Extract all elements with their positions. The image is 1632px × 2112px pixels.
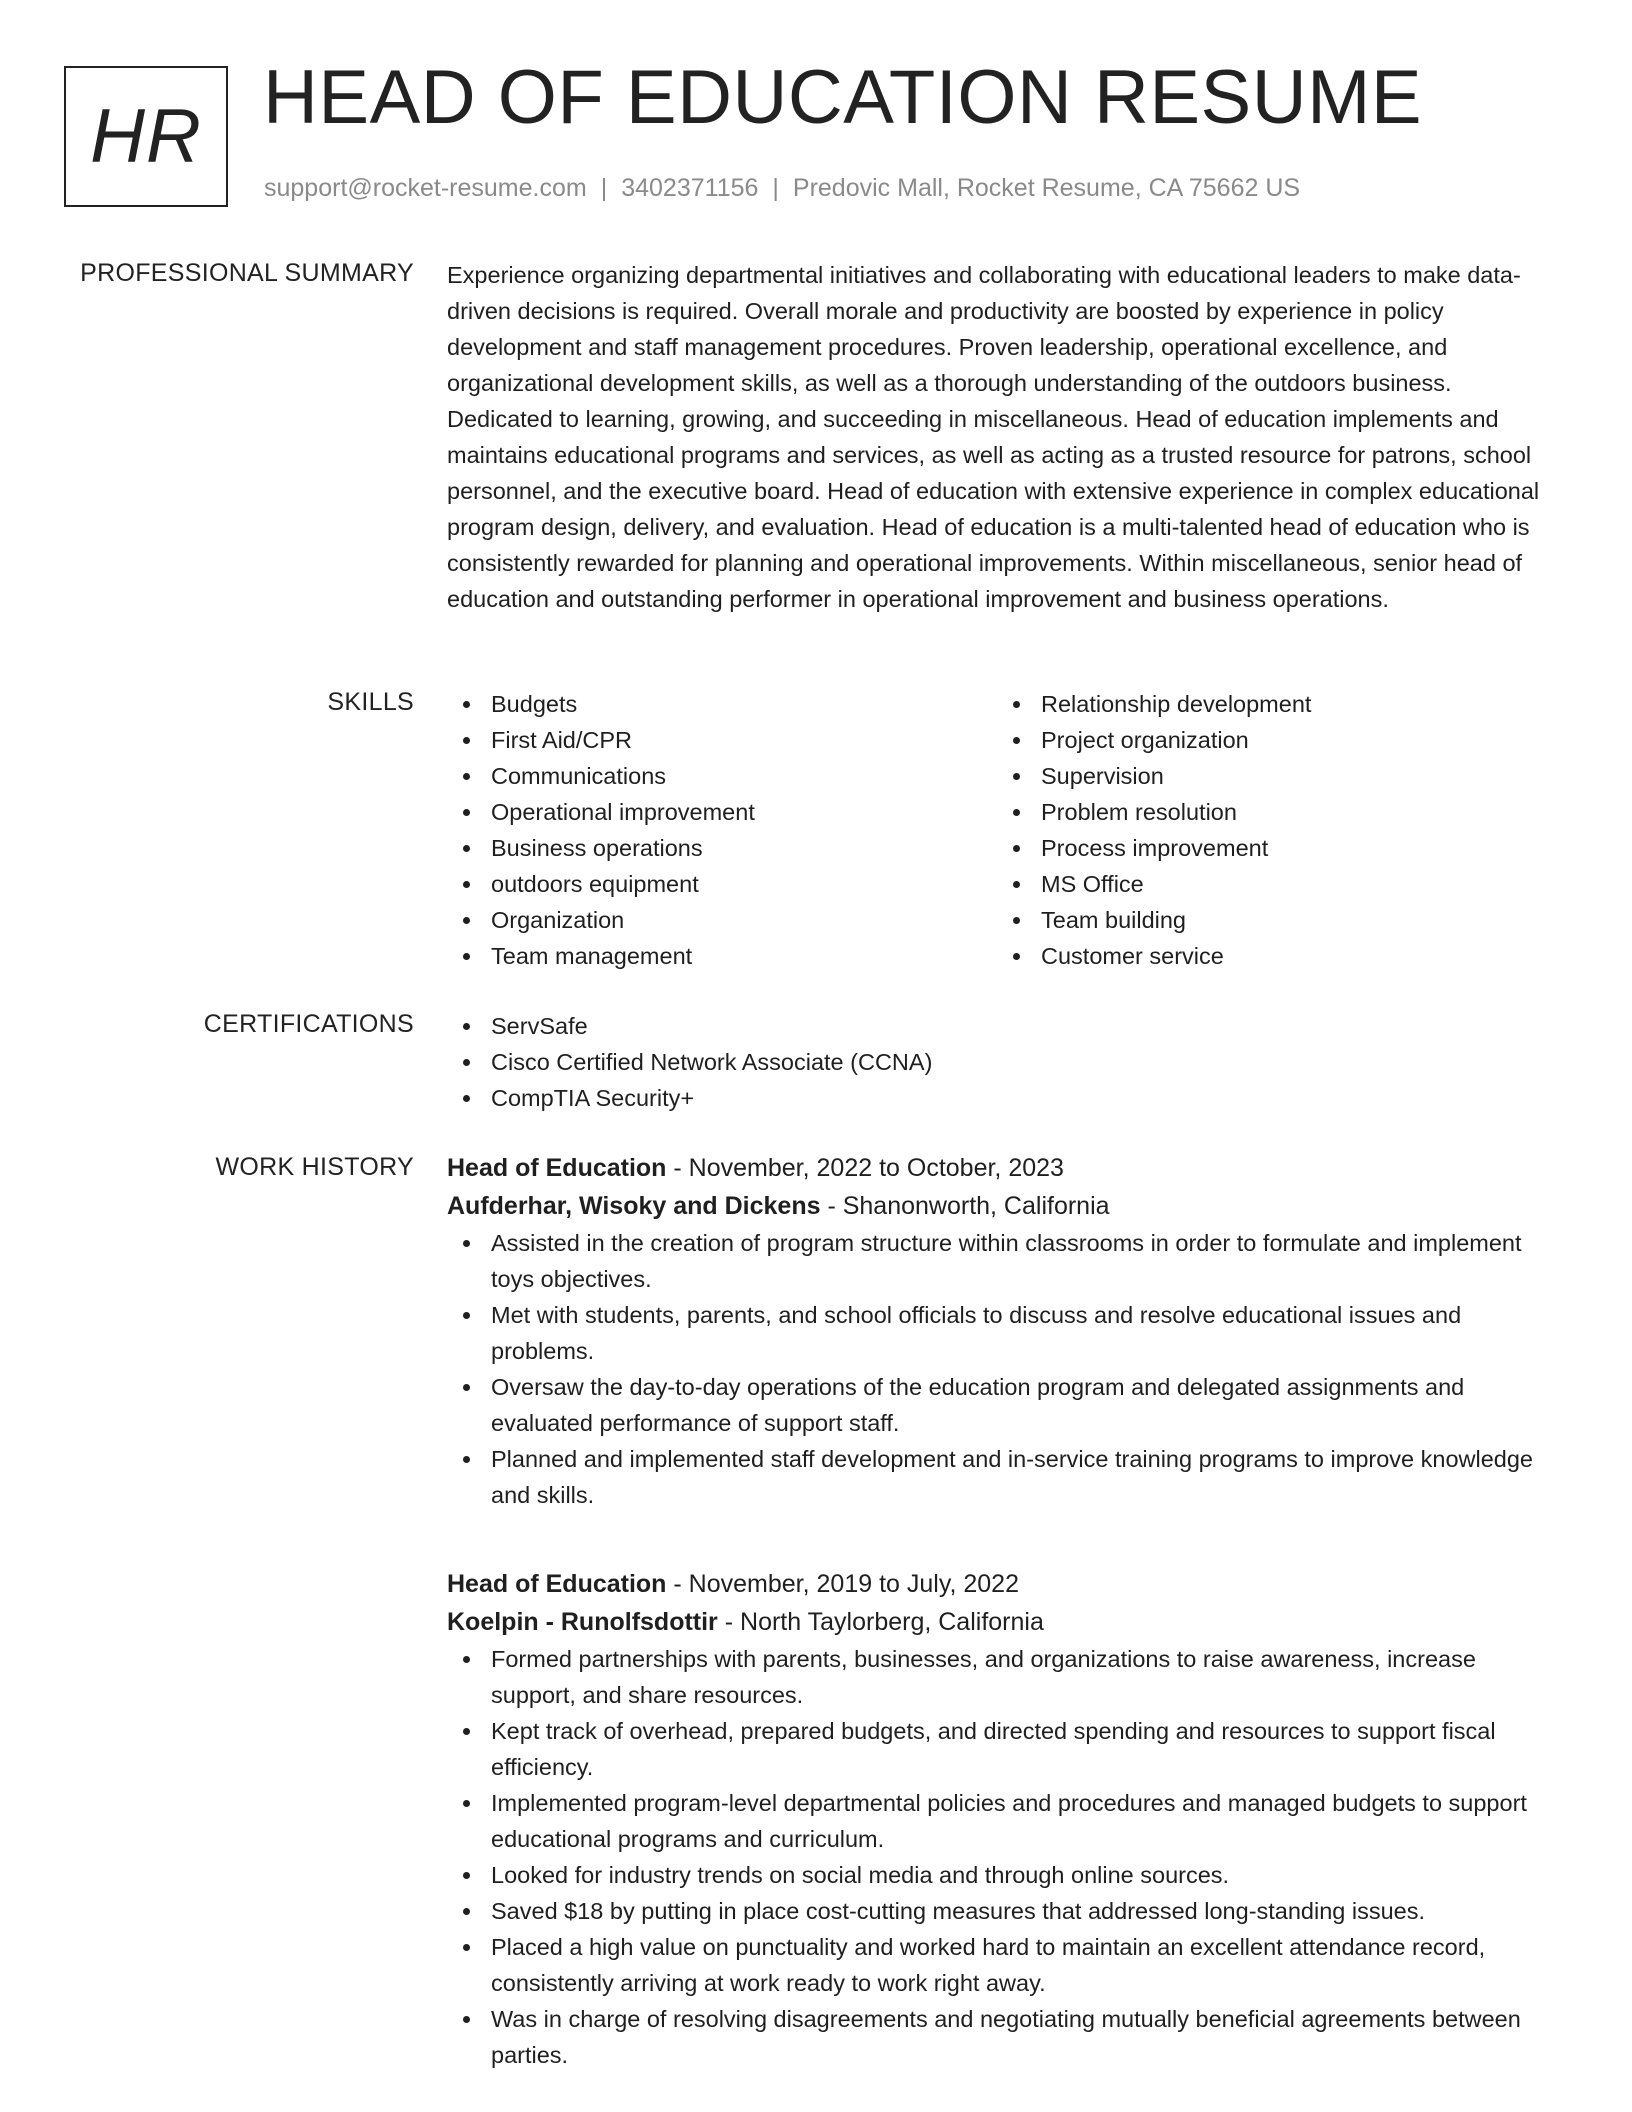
skill-item: Team management xyxy=(447,938,997,974)
job-company: Aufderhar, Wisoky and Dickens xyxy=(447,1192,821,1220)
skill-item: Operational improvement xyxy=(447,794,997,830)
contact-separator: | xyxy=(600,174,608,202)
job-title: Head of Education xyxy=(447,1154,667,1182)
job-bullet: Planned and implemented staff development and in-service training programs to improve knowledge and skills. xyxy=(447,1441,1562,1513)
job-dates: - November, 2022 to October, 2023 xyxy=(666,1154,1064,1182)
contact-separator: | xyxy=(772,174,779,202)
job-title-line xyxy=(447,1149,1562,1187)
job-company-line xyxy=(447,1603,1562,1641)
job-bullet: Formed partnerships with parents, businesses, and organizations to raise awareness, increase support, and share resources. xyxy=(447,1641,1562,1713)
section-label-skills: SKILLS xyxy=(327,688,414,716)
job-company: Koelpin - Runolfsdottir xyxy=(447,1608,718,1636)
skill-item: Business operations xyxy=(447,830,997,866)
job-bullet: Saved $18 by putting in place cost-cutting measures that addressed long-standing issues. xyxy=(447,1893,1562,1929)
contact-line xyxy=(264,174,1300,203)
job-bullet: Implemented program-level departmental policies and procedures and managed budgets to support educational programs and curriculum. xyxy=(447,1785,1562,1857)
job-entry xyxy=(447,1149,1562,1513)
contact-address: Predovic Mall, Rocket Resume, CA 75662 US xyxy=(792,174,1301,202)
job-bullet: Looked for industry trends on social media and through online sources. xyxy=(447,1857,1562,1893)
summary-text: Experience organizing departmental initiatives and collaborating with educational leaders to make data-driven decisions is required. Overall morale and productivity are boosted by experience in policy development and staff management procedures. Proven leadership, operational excellence, and organizational development skills, as well as a thorough understanding of the outdoors business. Dedicated to learning, growing, and succeeding in miscellaneous. Head of education implements and maintains educational programs and services, as well as acting as a trusted resource for patrons, school personnel, and the executive board. Head of education with extensive experience in complex educational program design, delivery, and evaluation. Head of education is a multi-talented head of education who is consistently rewarded for planning and operational improvements. Within miscellaneous, senior head of education and outstanding performer in operational improvement and business operations. xyxy=(447,262,1540,612)
job-bullet: Oversaw the day-to-day operations of the education program and delegated assignments and evaluated performance of support staff. xyxy=(447,1369,1562,1441)
skill-item: Team building xyxy=(997,902,1547,938)
contact-phone[interactable]: 3402371156 xyxy=(621,174,759,202)
skill-item: First Aid/CPR xyxy=(447,722,997,758)
skill-item: Project organization xyxy=(997,722,1547,758)
job-title: Head of Education xyxy=(447,1570,667,1598)
monogram-logo: HR xyxy=(64,66,228,207)
summary-section xyxy=(447,257,1562,617)
job-dates: - November, 2019 to July, 2022 xyxy=(666,1570,1019,1598)
job-bullet: Met with students, parents, and school officials to discuss and resolve educational issues and problems. xyxy=(447,1297,1562,1369)
skill-item: outdoors equipment xyxy=(447,866,997,902)
section-label-summary: PROFESSIONAL SUMMARY xyxy=(80,259,414,287)
skill-item: Customer service xyxy=(997,938,1547,974)
certification-item: ServSafe xyxy=(447,1008,1562,1044)
certifications-section xyxy=(447,1008,1562,1116)
job-bullet-list xyxy=(447,1225,1562,1513)
certifications-list xyxy=(447,1008,1562,1116)
job-location: - Shanonworth, California xyxy=(820,1192,1110,1220)
skills-list-left xyxy=(447,686,997,974)
skill-item: Supervision xyxy=(997,758,1547,794)
skill-item: Organization xyxy=(447,902,997,938)
skills-section xyxy=(447,686,1562,974)
certification-item: Cisco Certified Network Associate (CCNA) xyxy=(447,1044,1562,1080)
job-bullet: Assisted in the creation of program structure within classrooms in order to formulate and implement toys objectives. xyxy=(447,1225,1562,1297)
contact-email[interactable]: support@rocket-resume.com xyxy=(264,174,587,202)
skill-item: Process improvement xyxy=(997,830,1547,866)
job-bullet: Kept track of overhead, prepared budgets, and directed spending and resources to support fiscal efficiency. xyxy=(447,1713,1562,1785)
job-bullet-list xyxy=(447,1641,1562,2073)
section-label-work-history: WORK HISTORY xyxy=(215,1153,414,1181)
skill-item: Relationship development xyxy=(997,686,1547,722)
skill-item: Communications xyxy=(447,758,997,794)
skills-columns xyxy=(447,686,1562,974)
job-bullet: Was in charge of resolving disagreements and negotiating mutually beneficial agreements between parties. xyxy=(447,2001,1562,2073)
section-label-certifications: CERTIFICATIONS xyxy=(203,1010,414,1038)
job-location: - North Taylorberg, California xyxy=(717,1608,1044,1636)
job-company-line xyxy=(447,1187,1562,1225)
job-bullet: Placed a high value on punctuality and worked hard to maintain an excellent attendance record, consistently arriving at work ready to work right away. xyxy=(447,1929,1562,2001)
skill-item: Budgets xyxy=(447,686,997,722)
skills-list-right xyxy=(997,686,1547,974)
job-title-line xyxy=(447,1565,1562,1603)
certification-item: CompTIA Security+ xyxy=(447,1080,1562,1116)
skill-item: MS Office xyxy=(997,866,1547,902)
skill-item: Problem resolution xyxy=(997,794,1547,830)
resume-title: HEAD OF EDUCATION RESUME xyxy=(263,55,1423,140)
job-entry xyxy=(447,1565,1562,2073)
